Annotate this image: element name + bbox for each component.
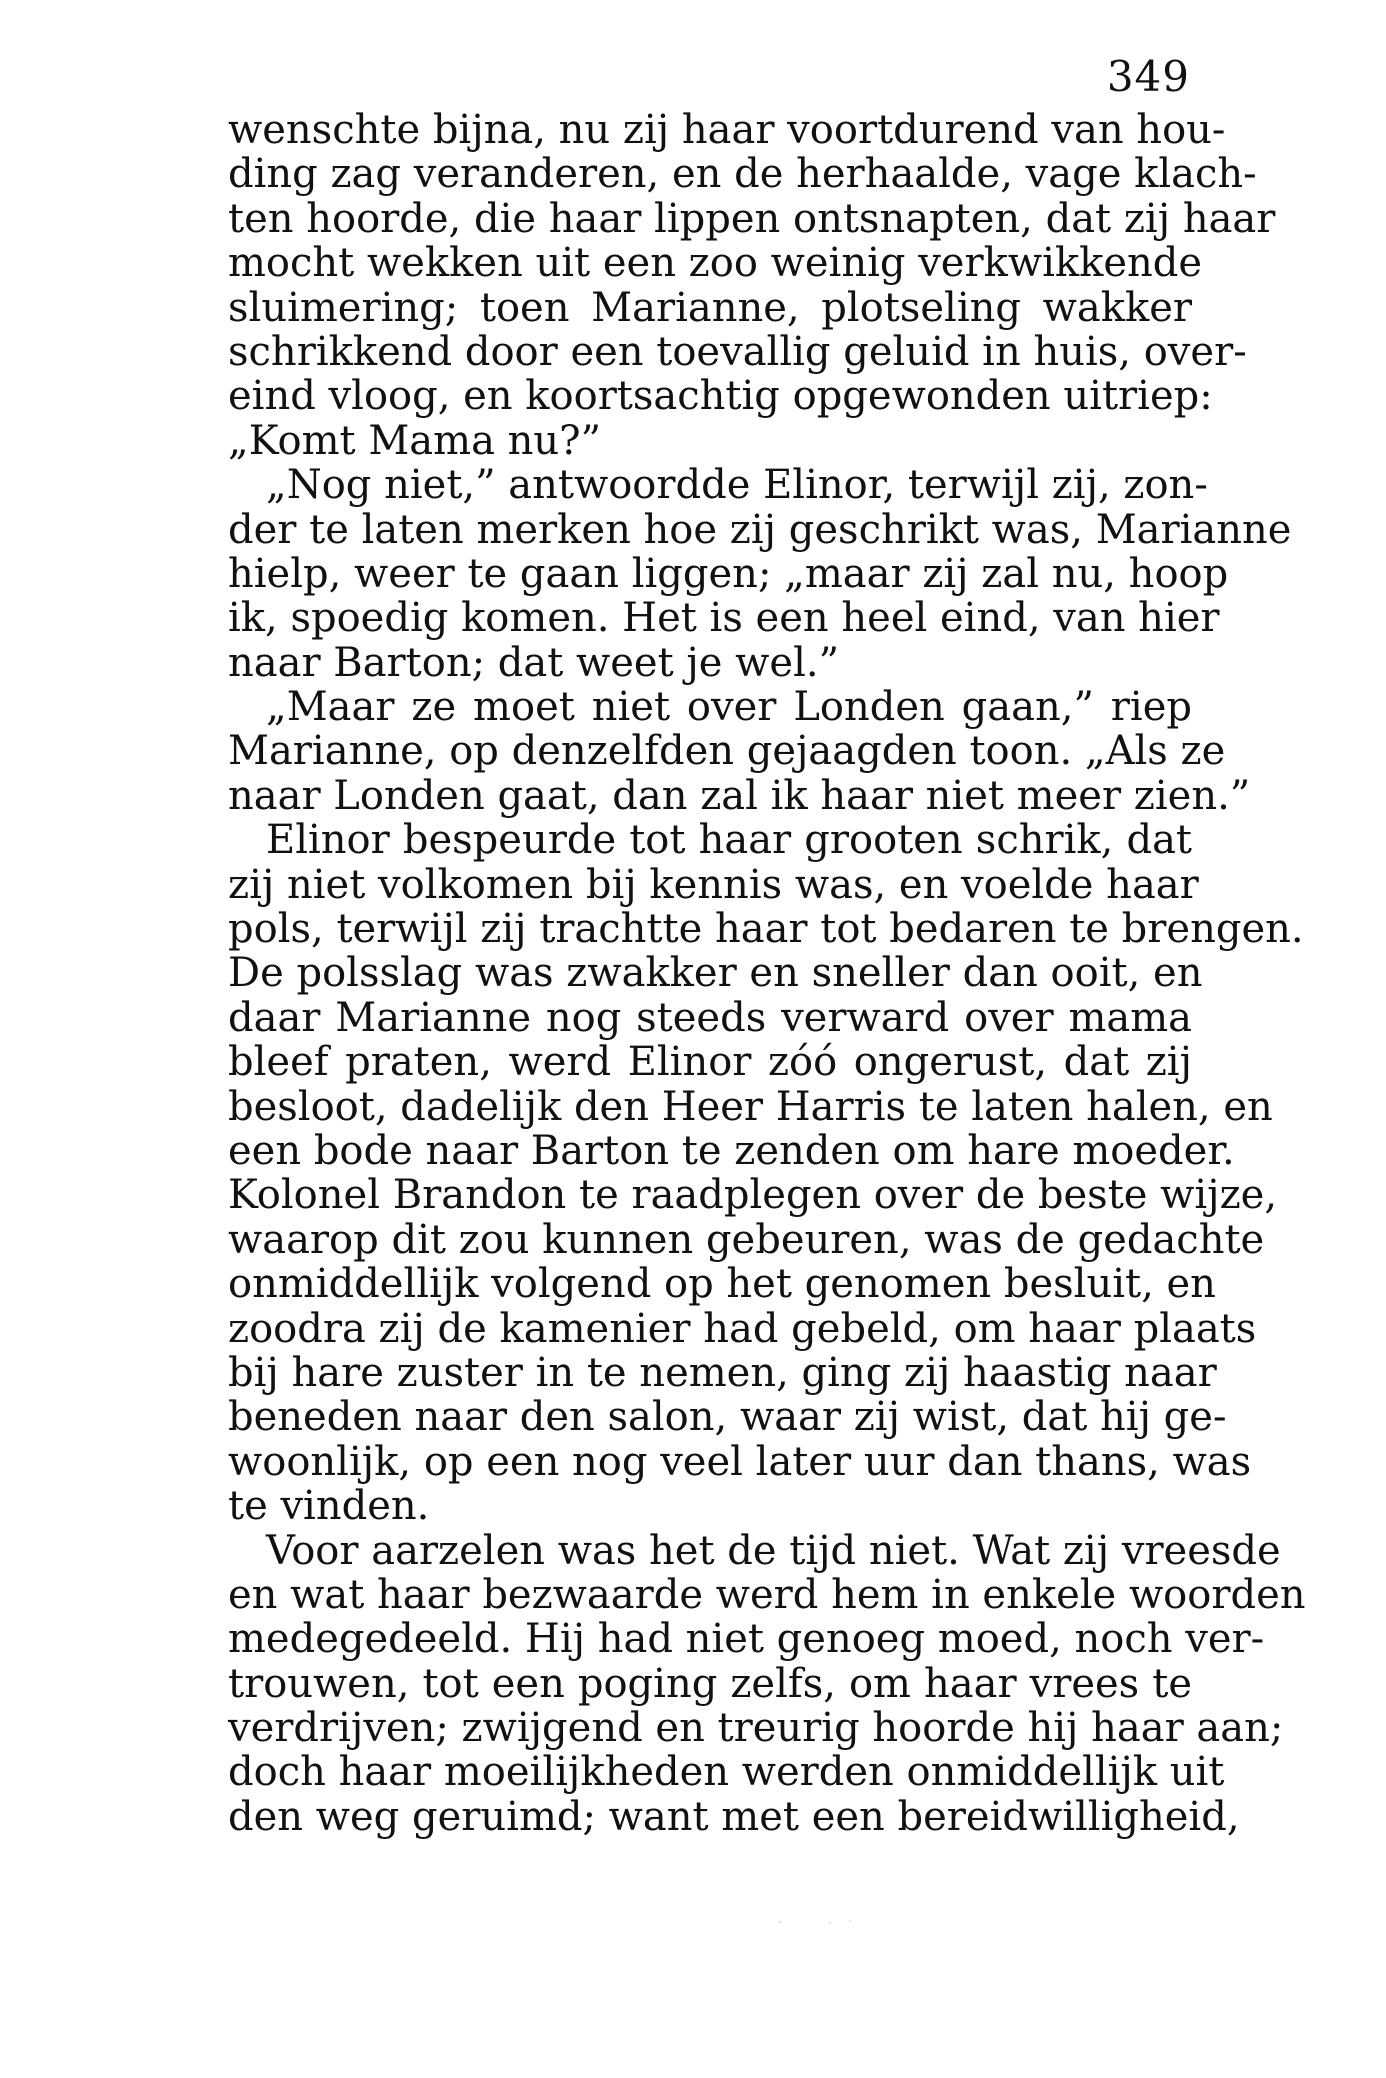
text-line: der te laten merken hoe zij geschrikt was, Marianne [228,506,1292,553]
text-line: een bode naar Barton te zenden om hare moeder. [228,1127,1235,1174]
text-line: sluimering; toen Marianne, plotseling wakker [228,284,1192,331]
text-line: ding zag veranderen, en de herhaalde, vage klach- [228,151,1257,198]
text-line: „Komt Mama nu?” [228,417,602,464]
text-line: onmiddellijk volgend op het genomen besluit, en [228,1261,1216,1308]
text-line: De polsslag was zwakker en sneller dan ooit, en [228,950,1203,997]
text-line: Elinor bespeurde tot haar grooten schrik, dat [266,817,1192,864]
page-number: 349 [1106,52,1190,101]
text-line: woonlijk, op een nog veel later uur dan thans, was [228,1438,1252,1485]
text-line: zij niet volkomen bij kennis was, en voelde haar [228,861,1199,908]
text-line: pols, terwijl zij trachtte haar tot bedaren te brengen. [228,906,1304,953]
text-line: eind vloog, en koortsachtig opgewonden uitriep: [228,373,1213,420]
text-line: schrikkend door een toevallig geluid in huis, over- [228,328,1247,375]
text-line: te vinden. [228,1483,430,1530]
text-line: hielp, weer te gaan liggen; „maar zij zal nu, hoop [228,550,1229,597]
text-line: bleef praten, werd Elinor zóó ongerust, dat zij [228,1039,1192,1086]
text-line: Voor aarzelen was het de tijd niet. Wat zij vreesde [266,1527,1281,1574]
text-line: „Nog niet,” antwoordde Elinor, terwijl zij, zon- [266,462,1208,509]
text-line: wenschte bijna, nu zij haar voortdurend van hou- [228,107,1226,153]
text-line: besloot, dadelijk den Heer Harris te laten halen, en [228,1083,1273,1130]
text-line: daar Marianne nog steeds verward over mama [228,994,1192,1041]
text-line: waarop dit zou kunnen gebeuren, was de gedachte [228,1216,1265,1263]
text-line: ik, spoedig komen. Het is een heel eind, van hier [228,595,1220,642]
text-line: en wat haar bezwaarde werd hem in enkele woorden [228,1571,1306,1618]
text-line: bij hare zuster in te nemen, ging zij haastig naar [228,1349,1217,1396]
text-line: verdrijven; zwijgend en treurig hoorde hij haar aan; [228,1705,1284,1752]
body-text [228,107,1306,1840]
text-line: „Maar ze moet niet over Londen gaan,” riep [266,684,1192,731]
text-line: den weg geruimd; want met een bereidwilligheid, [228,1793,1240,1840]
text-line: naar Barton; dat weet je wel.” [228,639,840,686]
text-line: naar Londen gaat, dan zal ik haar niet meer zien.” [228,772,1251,819]
ink-smudge [770,1918,870,1926]
text-line: beneden naar den salon, waar zij wist, dat hij ge- [228,1394,1227,1441]
text-line: Marianne, op denzelfden gejaagden toon. „Als ze [228,728,1226,775]
text-line: trouwen, tot een poging zelfs, om haar vrees te [228,1660,1192,1707]
text-line: mocht wekken uit een zoo weinig verkwikkende [228,240,1203,287]
text-line: ten hoorde, die haar lippen ontsnapten, dat zij haar [228,195,1276,242]
text-line: zoodra zij de kamenier had gebeld, om haar plaats [228,1305,1257,1352]
text-line: doch haar moeilijkheden werden onmiddellijk uit [228,1749,1225,1796]
text-line: Kolonel Brandon te raadplegen over de beste wijze, [228,1172,1278,1219]
text-line: medegedeeld. Hij had niet genoeg moed, noch ver- [228,1616,1265,1663]
